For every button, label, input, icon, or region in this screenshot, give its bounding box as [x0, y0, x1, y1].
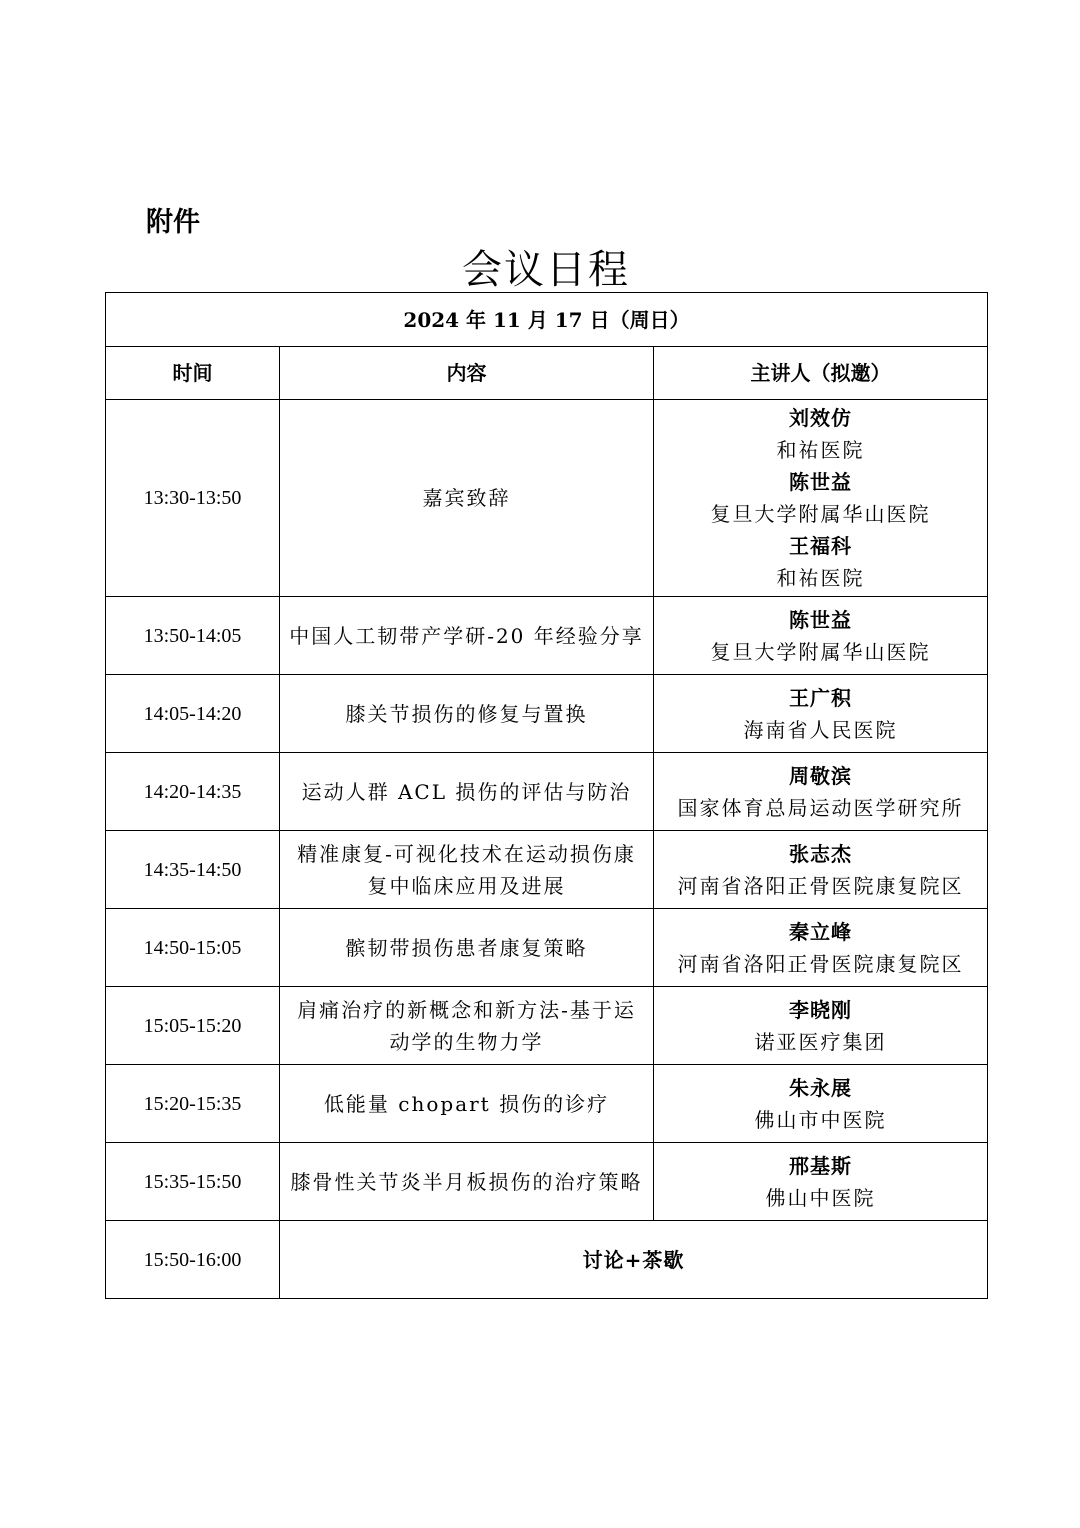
column-header-speaker: 主讲人（拟邀）	[654, 347, 988, 400]
speaker-name: 秦立峰	[789, 919, 852, 944]
session-time: 14:35-14:50	[106, 831, 280, 909]
column-header-content: 内容	[280, 347, 654, 400]
date-row	[106, 293, 988, 347]
break-label: 讨论+茶歇	[280, 1221, 988, 1299]
schedule-date: 2024 年 11 月 17 日（周日）	[106, 293, 988, 347]
session-time: 15:35-15:50	[106, 1143, 280, 1221]
session-content-text: 髌韧带损伤患者康复策略	[345, 935, 588, 960]
speaker-name: 朱永展	[789, 1075, 852, 1100]
session-content-text: 低能量 chopart 损伤的诊疗	[323, 1091, 610, 1116]
speaker-organization: 河南省洛阳正骨医院康复院区	[677, 951, 964, 976]
table-row	[106, 831, 988, 909]
table-row	[106, 987, 988, 1065]
speaker-organization: 复旦大学附属华山医院	[710, 639, 931, 664]
session-time: 14:05-14:20	[106, 675, 280, 753]
speaker-name: 陈世益	[789, 470, 852, 494]
speaker-name: 李晓刚	[789, 997, 852, 1022]
table-row	[106, 753, 988, 831]
table-row	[106, 909, 988, 987]
session-speakers	[654, 1065, 988, 1143]
session-speakers	[654, 597, 988, 675]
table-row	[106, 400, 988, 597]
session-content-text: 精准康复-可视化技术在运动损伤康复中临床应用及进展	[297, 841, 636, 898]
session-content	[280, 597, 654, 675]
session-content	[280, 987, 654, 1065]
speaker-organization: 国家体育总局运动医学研究所	[677, 795, 964, 820]
session-content	[280, 400, 654, 597]
speaker-organization: 复旦大学附属华山医院	[710, 502, 931, 526]
attachment-label: 附件	[146, 207, 200, 238]
session-content	[280, 909, 654, 987]
page-title: 会议日程	[462, 247, 630, 293]
session-content-text: 膝骨性关节炎半月板损伤的治疗策略	[290, 1169, 643, 1194]
session-content	[280, 1065, 654, 1143]
speaker-name: 王广积	[789, 685, 852, 710]
speaker-name: 张志杰	[789, 841, 852, 866]
session-time: 13:30-13:50	[106, 400, 280, 597]
session-time: 15:05-15:20	[106, 987, 280, 1065]
session-time: 13:50-14:05	[106, 597, 280, 675]
session-time: 14:50-15:05	[106, 909, 280, 987]
speaker-name: 刘效仿	[789, 406, 852, 430]
table-row	[106, 1143, 988, 1221]
session-speakers	[654, 675, 988, 753]
speaker-name: 周敬滨	[789, 763, 852, 788]
session-speakers	[654, 909, 988, 987]
session-time: 15:50-16:00	[106, 1221, 280, 1299]
session-time: 14:20-14:35	[106, 753, 280, 831]
session-speakers	[654, 400, 988, 597]
session-content-text: 运动人群 ACL 损伤的评估与防治	[301, 779, 632, 804]
session-content-text: 肩痛治疗的新概念和新方法-基于运动学的生物力学	[297, 997, 636, 1054]
table-row	[106, 597, 988, 675]
session-speakers	[654, 1143, 988, 1221]
speaker-name: 王福科	[789, 534, 852, 558]
speaker-organization: 佛山市中医院	[754, 1107, 887, 1132]
table-row-closing	[106, 1221, 988, 1299]
session-content	[280, 753, 654, 831]
session-content-text: 中国人工韧带产学研-20 年经验分享	[289, 623, 644, 648]
speaker-organization: 佛山中医院	[765, 1185, 876, 1210]
session-content	[280, 675, 654, 753]
speaker-organization: 海南省人民医院	[743, 717, 898, 742]
session-speakers	[654, 987, 988, 1065]
session-speakers	[654, 831, 988, 909]
speaker-organization: 诺亚医疗集团	[754, 1029, 887, 1054]
session-content	[280, 1143, 654, 1221]
column-header-time: 时间	[106, 347, 280, 400]
speaker-organization: 和祐医院	[776, 438, 865, 462]
session-speakers	[654, 753, 988, 831]
header-row	[106, 347, 988, 400]
speaker-organization: 河南省洛阳正骨医院康复院区	[677, 873, 964, 898]
table-row	[106, 675, 988, 753]
session-content-text: 膝关节损伤的修复与置换	[345, 701, 588, 726]
session-content-text: 嘉宾致辞	[422, 486, 511, 510]
speaker-name: 陈世益	[789, 607, 852, 632]
schedule-table	[105, 292, 988, 1299]
session-content	[280, 831, 654, 909]
speaker-name: 邢基斯	[789, 1153, 852, 1178]
table-row	[106, 1065, 988, 1143]
session-time: 15:20-15:35	[106, 1065, 280, 1143]
speaker-organization: 和祐医院	[776, 566, 865, 590]
